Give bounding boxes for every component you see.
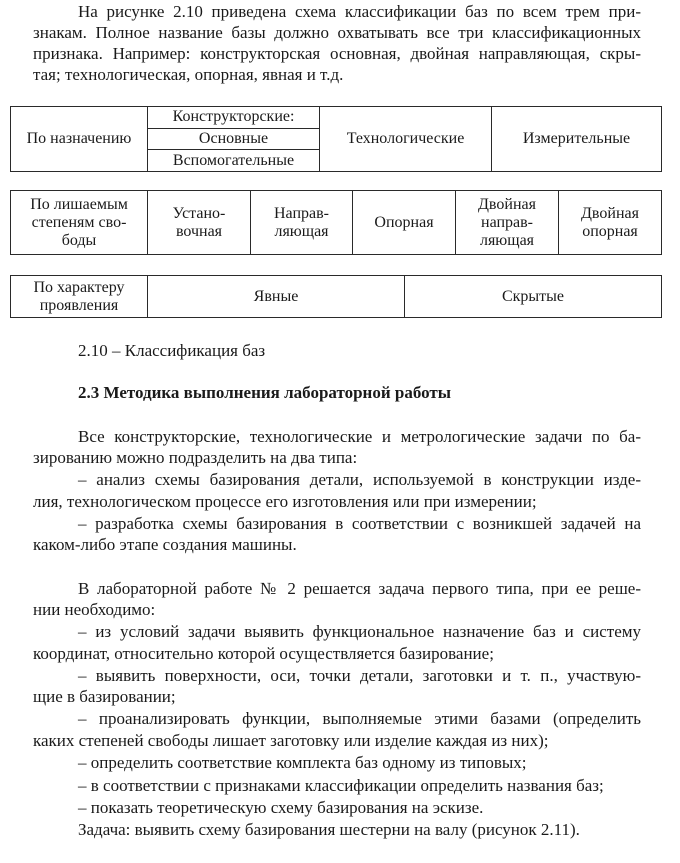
text-line: координат, относительно которой осуществляется базирование; [33, 644, 494, 663]
list-item: – выявить поверхности, оси, точки детали, заготовки и т. п., участвую- [78, 666, 641, 685]
text-line: опорная [582, 222, 638, 240]
constructive-auxiliary-cell: Вспомогательные [148, 150, 320, 172]
text-line: вочная [175, 222, 223, 240]
explicit-cell: Явные [148, 276, 405, 318]
row-header-purpose: По назначению [11, 107, 148, 172]
text-line: зированию можно подразделить на два типа: [33, 448, 358, 467]
text-line: Все конструкторские, технологические и метрологические задачи по ба- [78, 427, 641, 446]
list-item: – определить соответствие комплекта баз одному из типовых; [78, 753, 527, 772]
text-line: степеням сво- [31, 213, 127, 231]
list-item: – из условий задачи выявить функциональное назначение баз и систему [78, 622, 641, 641]
text-line: Опорная [374, 213, 434, 231]
text-line: По характеру [33, 278, 125, 296]
row-header-freedom [11, 191, 148, 255]
hidden-cell: Скрытые [405, 276, 662, 318]
text-line: знакам. Полное название базы должно охватывать все три классификационных [33, 23, 641, 42]
text-line: лия, технологическом процессе его изготовления или при измерении; [33, 492, 537, 511]
text-line: боды [61, 231, 97, 249]
text-line: тая; технологическая, опорная, явная и т.д. [33, 65, 344, 84]
classification-by-freedom-table [10, 190, 662, 255]
text-line: В лабораторной работе № 2 решается задача первого типа, при ее реше- [78, 579, 641, 598]
measuring-cell: Измерительные [492, 107, 662, 172]
figure-caption: 2.10 – Классификация баз [78, 341, 266, 360]
text-line: ляющая [479, 231, 535, 249]
text-line: Двойная [478, 195, 536, 213]
text-line: Устано- [172, 204, 226, 222]
list-item: – разработка схемы базирования в соответствии с возникшей задачей на [78, 514, 641, 533]
text-line: На рисунке 2.10 приведена схема классификации баз по всем трем при- [78, 2, 641, 21]
text-line: ляющая [274, 222, 329, 240]
list-item: – показать теоретическую схему базирования на эскизе. [78, 798, 484, 817]
text-line: щие в базировании; [33, 687, 176, 706]
text-line: направ- [481, 213, 533, 231]
double-support-cell [559, 191, 662, 255]
classification-by-purpose-table [10, 106, 662, 172]
constructive-title: Конструкторские: [148, 107, 320, 129]
double-guiding-cell [456, 191, 559, 255]
text-line: проявления [39, 296, 119, 314]
guiding-cell [251, 191, 353, 255]
installation-cell [148, 191, 251, 255]
text-line: каком-либо этапе создания машины. [33, 535, 297, 554]
support-cell [353, 191, 456, 255]
text-line: каких степеней свободы лишает заготовку или изделие каждая из них); [33, 731, 549, 750]
constructive-main-cell: Основные [148, 128, 320, 150]
list-item: – анализ схемы базирования детали, используемой в конструкции изде- [78, 470, 641, 489]
list-item: – проанализировать функции, выполняемые этими базами (определить [78, 709, 641, 728]
row-header-manifestation [11, 276, 148, 318]
list-item: – в соответствии с признаками классификации определить названия баз; [78, 776, 604, 795]
text-line: Направ- [274, 204, 329, 222]
section-heading: 2.3 Методика выполнения лабораторной работы [78, 383, 452, 402]
task-statement: Задача: выявить схему базирования шестерни на валу (рисунок 2.11). [78, 820, 580, 839]
technological-cell: Технологические [320, 107, 492, 172]
text-line: Двойная [581, 204, 639, 222]
text-line: По лишаемым [30, 195, 128, 213]
text-line: нии необходимо: [33, 600, 156, 619]
text-line: признака. Например: конструкторская основная, двойная направляющая, скры- [33, 44, 641, 63]
classification-by-manifestation-table [10, 275, 662, 318]
